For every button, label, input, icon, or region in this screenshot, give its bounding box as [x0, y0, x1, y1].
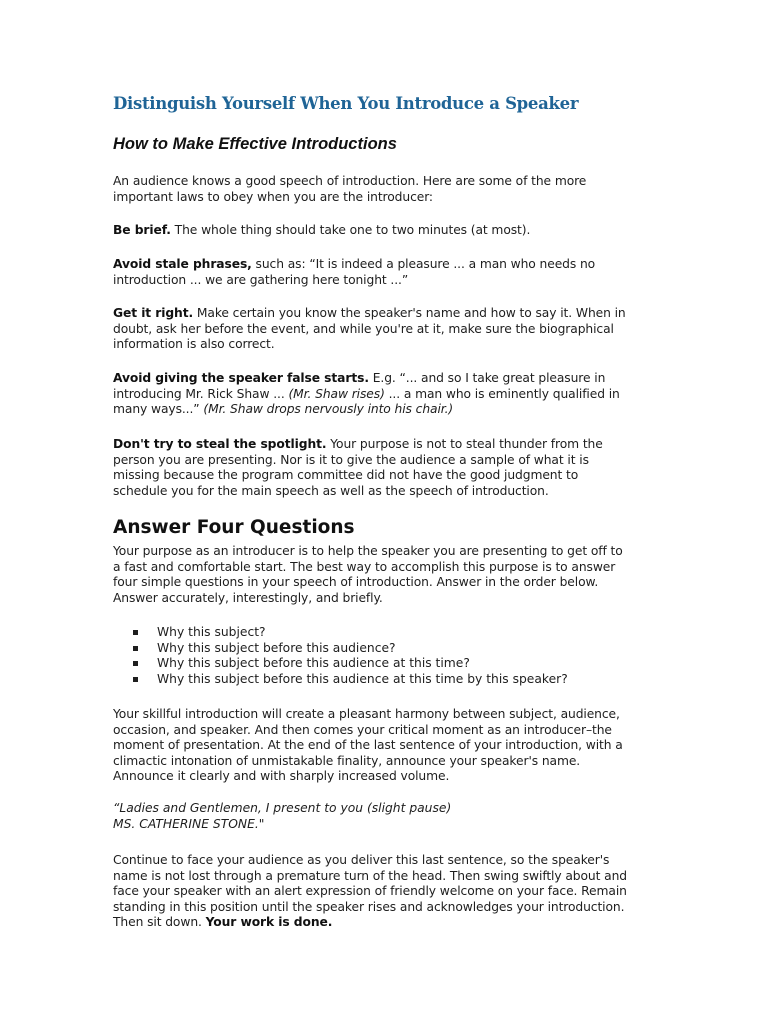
law-lead: Don't try to steal the spotlight. [113, 437, 327, 451]
law-text: missing because the program committee did not have the good judgment to [113, 468, 579, 482]
paragraph-line: Your skillful introduction will create a pleasant harmony between subject, audience, [113, 707, 620, 721]
law-text: Your purpose is not to steal thunder from the [326, 437, 603, 451]
section-paragraph [113, 707, 623, 785]
bullet-icon [133, 677, 138, 682]
paragraph-line: moment of presentation. At the end of the last sentence of your introduction, with a [113, 738, 623, 752]
questions-list [113, 625, 568, 687]
page-title: Distinguish Yourself When You Introduce a Speaker [113, 94, 579, 113]
paragraph-line: Your purpose as an introducer is to help the speaker you are presenting to get off to [113, 544, 623, 558]
paragraph-line: a fast and comfortable start. The best way to accomplish this purpose is to answer [113, 559, 616, 574]
bullet-icon [133, 630, 138, 635]
section-heading: Answer Four Questions [113, 517, 355, 538]
law-text: ... a man who is eminently qualified in [384, 386, 620, 401]
list-item-text: Why this subject before this audience at this time by this speaker? [157, 671, 568, 686]
paragraph-line: occasion, and speaker. And then comes your critical moment as an introducer–the [113, 722, 612, 737]
paragraph-line: four simple questions in your speech of introduction. Answer in the order below. [113, 575, 599, 589]
law-lead: Get it right. [113, 306, 194, 320]
law-false-starts [113, 371, 620, 418]
quote-line: “Ladies and Gentlemen, I present to you (slight pause) [113, 801, 452, 815]
law-text: many ways...” [113, 402, 204, 416]
bullet-icon [133, 661, 138, 666]
law-text: Make certain you know the speaker's name and how to say it. When in [193, 306, 626, 320]
law-text: E.g. “... and so I take great pleasure in [368, 371, 606, 385]
page-subtitle: How to Make Effective Introductions [113, 135, 397, 153]
closing-emphasis: Your work is done. [205, 915, 333, 929]
law-get-it-right [113, 306, 626, 353]
paragraph-line: standing in this position until the speaker rises and acknowledges your introduction. [113, 899, 625, 914]
law-stage-direction: (Mr. Shaw rises) [288, 386, 385, 401]
paragraph-line: climactic intonation of unmistakable finality, announce your speaker's name. [113, 753, 581, 768]
list-item-text: Why this subject before this audience? [157, 640, 396, 655]
law-text: introducing Mr. Rick Shaw ... [113, 386, 289, 401]
law-text: such as: “It is indeed a pleasure ... a man who needs no [251, 257, 596, 271]
paragraph-line: Then sit down. [113, 915, 206, 929]
bullet-icon [133, 646, 138, 651]
law-text: doubt, ask her before the event, and while you're at it, make sure the biographical [113, 321, 614, 336]
list-item [113, 672, 568, 688]
list-item [113, 641, 568, 657]
law-stage-direction: (Mr. Shaw drops nervously into his chair.) [203, 402, 454, 416]
list-item-text: Why this subject before this audience at this time? [157, 656, 470, 670]
paragraph-line: Continue to face your audience as you deliver this last sentence, so the speaker's [113, 853, 610, 867]
section-paragraph [113, 853, 627, 931]
law-text: The whole thing should take one to two minutes (at most). [170, 223, 531, 237]
list-item-text: Why this subject? [157, 625, 266, 639]
law-lead: Be brief. [113, 223, 171, 237]
law-text: schedule you for the main speech as well as the speech of introduction. [113, 483, 549, 498]
law-stale-phrases [113, 257, 595, 288]
law-text: introduction ... we are gathering here tonight ...” [113, 272, 409, 287]
law-spotlight [113, 437, 603, 499]
section-paragraph [113, 544, 623, 606]
law-lead: Avoid stale phrases, [113, 257, 252, 271]
law-be-brief [113, 223, 530, 239]
quote-line: MS. CATHERINE STONE." [113, 816, 265, 831]
paragraph-line: face your speaker with an alert expression of friendly welcome on your face. Remain [113, 884, 627, 898]
paragraph-line: Announce it clearly and with sharply increased volume. [113, 769, 450, 783]
paragraph-line: Answer accurately, interestingly, and briefly. [113, 590, 383, 605]
intro-paragraph [113, 174, 586, 205]
example-quote [113, 801, 451, 832]
law-text: person you are presenting. Nor is it to give the audience a sample of what it is [113, 452, 589, 467]
intro-line: An audience knows a good speech of introduction. Here are some of the more [113, 174, 587, 188]
law-lead: Avoid giving the speaker false starts. [113, 371, 369, 385]
paragraph-line: name is not lost through a premature turn of the head. Then swing swiftly about and [113, 868, 627, 883]
list-item [113, 625, 568, 641]
list-item [113, 656, 568, 672]
law-text: information is also correct. [113, 337, 275, 351]
intro-line: important laws to obey when you are the introducer: [113, 189, 433, 204]
